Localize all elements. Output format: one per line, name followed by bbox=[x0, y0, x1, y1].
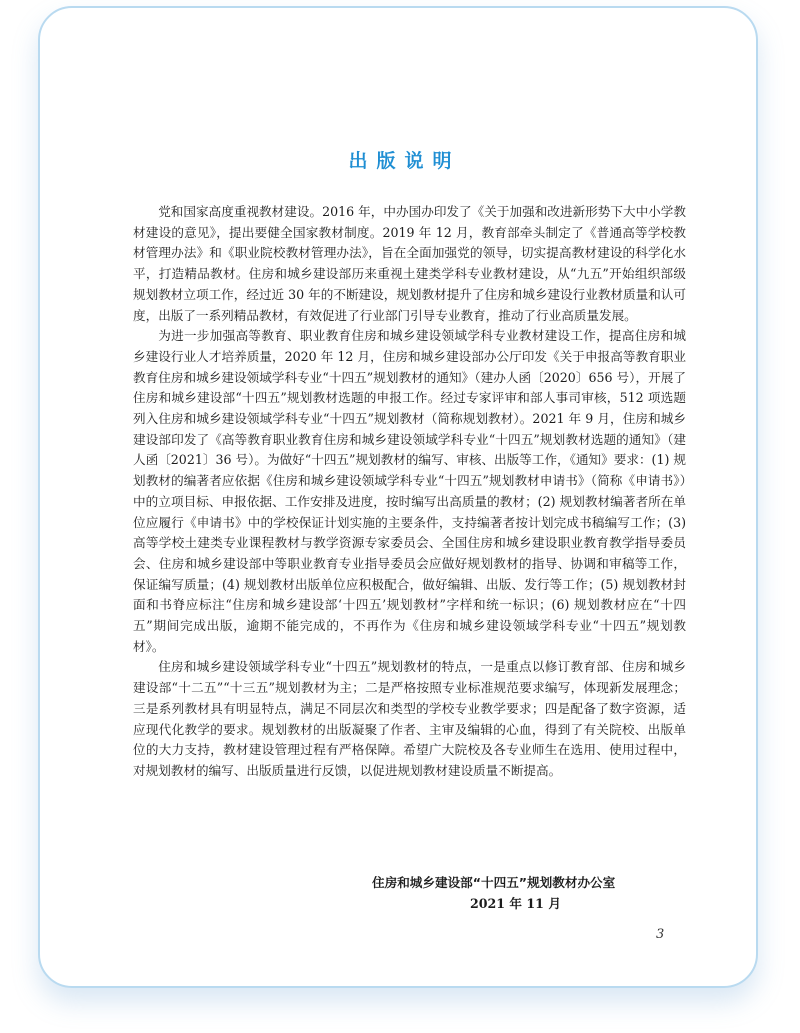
paragraph-3: 住房和城乡建设领域学科专业“十四五”规划教材的特点，一是重点以修订教育部、住房和城乡建设部“十二五”“十三五”规划教材为主；二是严格按照专业标准规范要求编写，体现新发展理念；三是系列教材具有明显特点，满足不同层次和类型的学校专业教学要求；四是配备了数字资源，适应现代化教学的要求。规划教材的出版凝聚了作者、主审及编辑的心血，得到了有关院校、出版单位的大力支持，教材建设管理过程有严格保障。希望广大院校及各专业师生在选用、使用过程中，对规划教材的编写、出版质量进行反馈，以促进规划教材建设质量不断提高。 bbox=[133, 659, 686, 778]
date: 2021 年 11 月 bbox=[470, 896, 561, 911]
body-text bbox=[133, 202, 686, 782]
signature: 住房和城乡建设部“十四五”规划教材办公室 bbox=[372, 875, 616, 890]
paragraph-1: 党和国家高度重视教材建设。2016 年，中办国办印发了《关于加强和改进新形势下大中小学教材建设的意见》，提出要健全国家教材制度。2019 年 12 月，教育部牵头制定了《普通高等学校教材管理办法》和《职业院校教材管理办法》，旨在全面加强党的领导，切实提高教材建设的科学化水平，打造精品教材。住房和城乡建设部历来重视土建类学科专业教材建设，从“九五”开始组织部级规划教材立项工作，经过近 30 年的不断建设，规划教材提升了住房和城乡建设行业教材质量和认可度，出版了一系列精品教材，有效促进了行业部门引导专业教育，推动了行业高质量发展。 bbox=[133, 204, 686, 323]
page-title: 出版说明 bbox=[348, 150, 461, 172]
page-number: 3 bbox=[656, 927, 665, 942]
paragraph-2: 为进一步加强高等教育、职业教育住房和城乡建设领域学科专业教材建设工作，提高住房和城乡建设行业人才培养质量，2020 年 12 月，住房和城乡建设部办公厅印发《关于申报高等教育职业教育住房和城乡建设领域学科专业“十四五”规划教材的通知》（建办人函〔2020〕656 号），开展了住房和城乡建设部“十四五”规划教材选题的申报工作。经过专家评审和部人事司审核，512 项选题列入住房和城乡建设领域学科专业“十四五”规划教材（简称规划教材）。2021 年 9 月，住房和城乡建设部印发了《高等教育职业教育住房和城乡建设领域学科专业“十四五”规划教材选题的通知》（建人函〔2021〕36 号）。为做好“十四五”规划教材的编写、审核、出版等工作，《通知》要求：(1) 规划教材的编著者应依据《住房和城乡建设领域学科专业“十四五”规划教材申请书》（简称《申请书》）中的立项目标、申报依据、工作安排及进度，按时编写出高质量的教材；(2) 规划教材编著者所在单位应履行《申请书》中的学校保证计划实施的主要条件，支持编著者按计划完成书稿编写工作；(3) 高等学校土建类专业课程教材与教学资源专家委员会、全国住房和城乡建设职业教育教学指导委员会、住房和城乡建设部中等职业教育专业指导委员会应做好规划教材的指导、协调和审稿等工作，保证编写质量；(4) 规划教材出版单位应积极配合，做好编辑、出版、发行等工作；(5) 规划教材封面和书脊应标注“住房和城乡建设部‘十四五’规划教材”字样和统一标识；(6) 规划教材应在“十四五”期间完成出版，逾期不能完成的，不再作为《住房和城乡建设领域学科专业“十四五”规划教材》。 bbox=[133, 328, 686, 654]
